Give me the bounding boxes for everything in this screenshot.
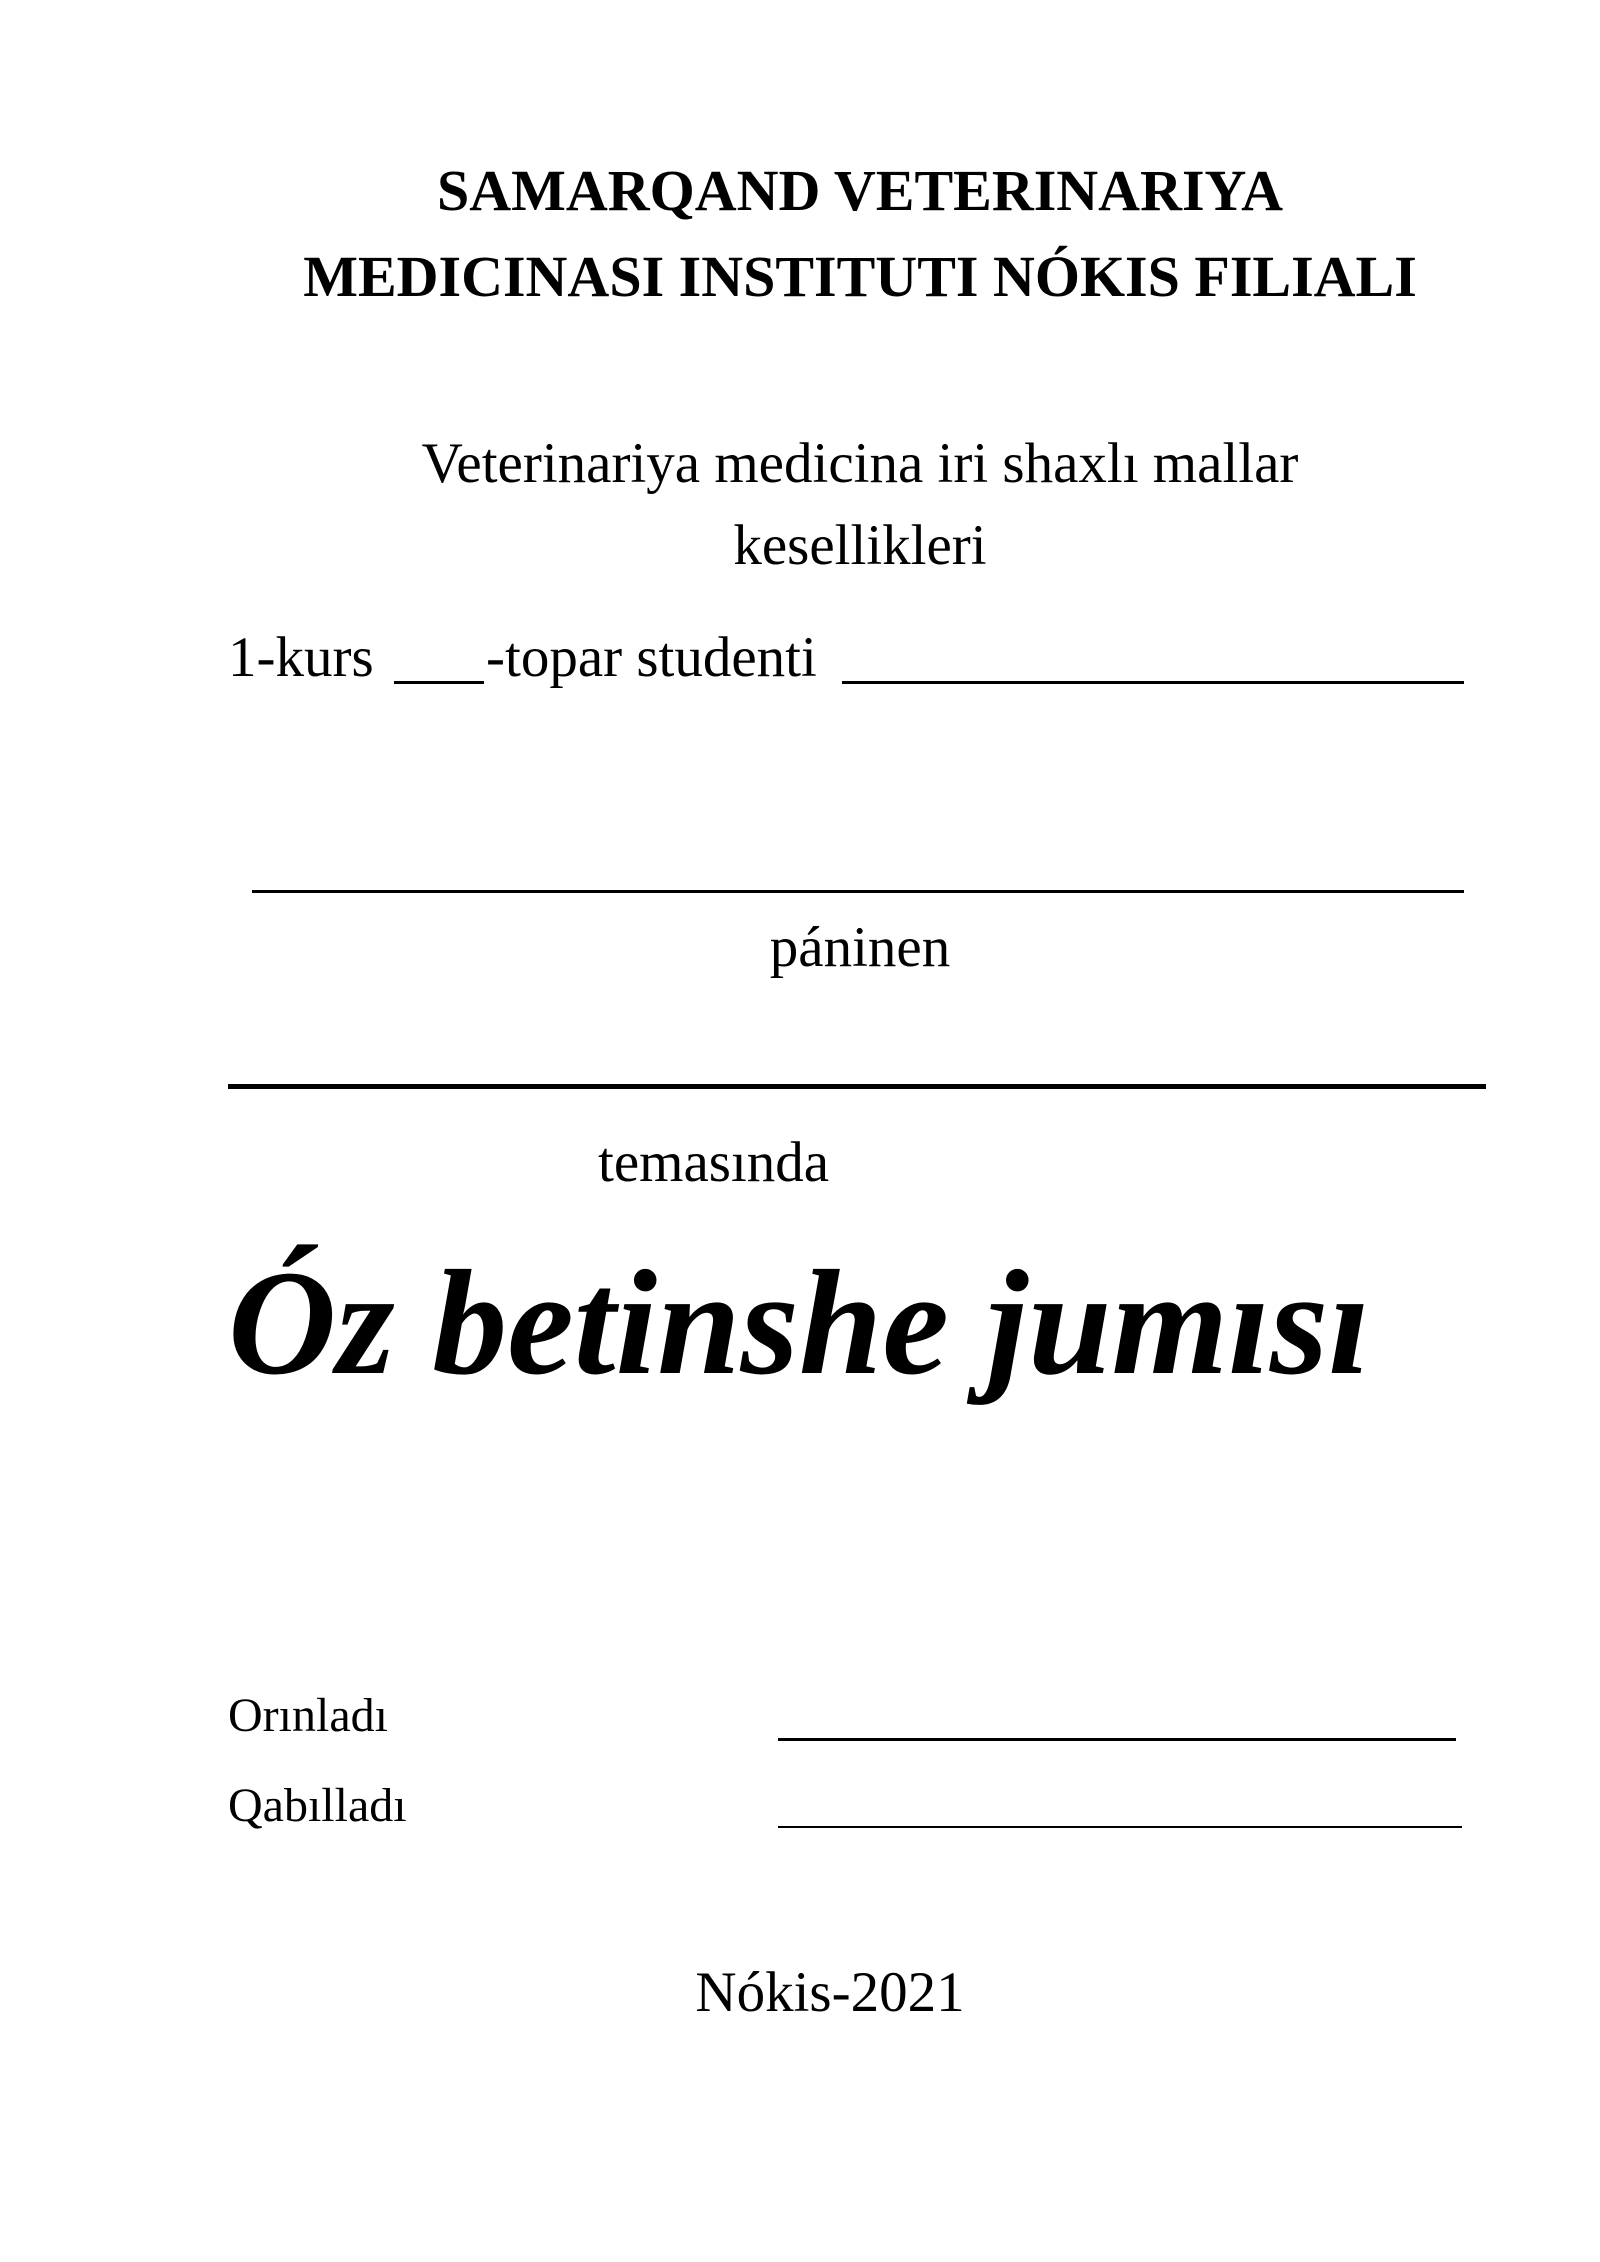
topic-name-field[interactable] bbox=[228, 1084, 1486, 1089]
completed-by-field[interactable] bbox=[778, 1738, 1456, 1741]
student-name-field[interactable] bbox=[842, 681, 1464, 684]
institution-title-line-2: MEDICINASI INSTITUTI NÓKIS FILIALI bbox=[303, 244, 1417, 309]
topic-label: temasında bbox=[598, 1131, 830, 1194]
group-label-wrap bbox=[486, 623, 817, 693]
subject-label: páninen bbox=[769, 916, 951, 979]
group-number-field[interactable] bbox=[394, 681, 484, 684]
institution-title bbox=[0, 148, 1600, 320]
group-label: -topar studenti bbox=[486, 626, 817, 689]
specialty-title-line-1: Veterinariya medicina iri shaxlı mallar bbox=[421, 432, 1299, 495]
course-label: 1-kurs bbox=[228, 626, 374, 689]
subject-name-field[interactable] bbox=[252, 890, 1464, 893]
completed-by-label: Orınladı bbox=[228, 1689, 388, 1742]
institution-title-line-1: SAMARQAND VETERINARIYA bbox=[437, 158, 1283, 223]
specialty-title-line-2: kesellikleri bbox=[733, 514, 987, 577]
work-title: Óz betinshe jumısı bbox=[228, 1240, 1370, 1406]
city-year: Nókis-2021 bbox=[695, 1961, 965, 2024]
accepted-by-label: Qabılladı bbox=[228, 1779, 407, 1832]
student-line bbox=[228, 623, 374, 693]
accepted-by-field[interactable] bbox=[778, 1826, 1462, 1828]
specialty-title bbox=[0, 423, 1600, 587]
